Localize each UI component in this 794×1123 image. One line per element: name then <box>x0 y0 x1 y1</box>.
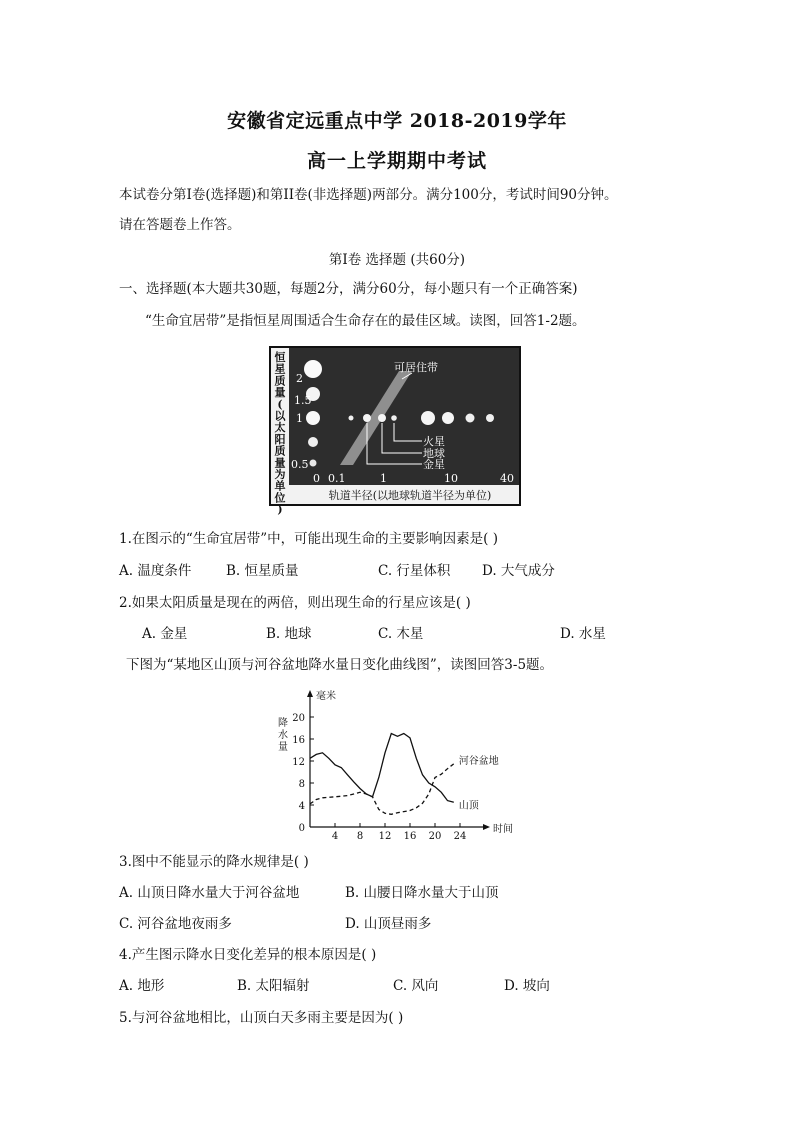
xtick: 40 <box>500 472 514 485</box>
x-axis-arrow <box>483 824 490 830</box>
q2-option-c[interactable]: C. 木星 <box>378 626 424 642</box>
y-tick-label: 8 <box>298 779 305 790</box>
x-tick-label: 24 <box>453 831 467 842</box>
ytick: 1 <box>296 412 303 425</box>
y-tick-label: 20 <box>292 713 305 724</box>
planet <box>486 414 494 422</box>
series-line-mountain-top <box>310 734 454 803</box>
exam-subtitle: 高一上学期期中考试 <box>306 150 487 172</box>
habitable-zone-figure <box>270 347 520 517</box>
planet-earth <box>378 414 386 422</box>
star <box>308 437 318 447</box>
precipitation-chart <box>272 686 522 842</box>
ytick: 1.5 <box>294 394 312 407</box>
intro-line-2: 请在答题卷上作答。 <box>119 217 241 233</box>
planet-mars <box>391 415 397 421</box>
q3-option-b[interactable]: B. 山腰日降水量大于山顶 <box>345 885 499 901</box>
question-4-stem: 4.产生图示降水日变化差异的根本原因是( ) <box>119 947 377 963</box>
x-axis-label: 时间 <box>493 824 513 835</box>
q3-option-d[interactable]: D. 山顶昼雨多 <box>345 916 432 932</box>
x-tick-label: 12 <box>378 831 392 842</box>
q2-option-a[interactable]: A. 金星 <box>142 626 188 642</box>
xtick: 10 <box>444 472 458 485</box>
y-axis-label: 降水量 <box>278 718 288 753</box>
planet-label-earth: 地球 <box>423 447 445 460</box>
figure1-ylabel <box>274 350 287 516</box>
y-tick-label: 0 <box>298 823 305 834</box>
precipitation-chart-svg <box>272 686 522 842</box>
q2-option-d[interactable]: D. 水星 <box>560 626 606 642</box>
ytick: 0.5 <box>291 458 309 471</box>
xtick: 0.1 <box>328 472 346 485</box>
x-tick-label: 16 <box>403 831 417 842</box>
q4-option-a[interactable]: A. 地形 <box>119 978 165 994</box>
ytick: 2 <box>296 372 303 385</box>
question-2-stem: 2.如果太阳质量是现在的两倍，则出现生命的行星应该是( ) <box>119 595 471 611</box>
planet <box>421 411 435 425</box>
section-heading: 第Ⅰ卷 选择题 (共60分) <box>328 252 466 268</box>
planet-label-venus: 金星 <box>423 458 445 471</box>
y-unit-label: 毫米 <box>316 691 336 702</box>
question-3-stem: 3.图中不能显示的降水规律是( ) <box>119 854 309 870</box>
question-1-stem: 1.在图示的“生命宜居带”中，可能出现生命的主要影响因素是( ) <box>119 531 499 547</box>
y-tick-label: 16 <box>292 735 305 746</box>
q4-option-d[interactable]: D. 坡向 <box>504 978 550 994</box>
q4-option-b[interactable]: B. 太阳辐射 <box>237 978 310 994</box>
q1-option-d[interactable]: D. 大气成分 <box>482 563 555 579</box>
x-tick-label: 4 <box>331 831 339 842</box>
q1-option-a[interactable]: A. 温度条件 <box>119 563 192 579</box>
question-5-stem: 5.与河谷盆地相比，山顶白天多雨主要是因为( ) <box>119 1010 404 1026</box>
xtick: 1 <box>380 472 387 485</box>
exam-title: 安徽省定远重点中学 2018-2019学年 <box>227 110 567 132</box>
planet <box>466 414 475 423</box>
q4-option-c[interactable]: C. 风向 <box>393 978 439 994</box>
figure1-xlabel: 轨道半径(以地球轨道半径为单位) <box>328 489 492 502</box>
svg-text:恒星质量(以太阳质量为单位): 恒星质量(以太阳质量为单位) <box>274 351 286 517</box>
series-line-valley-basin <box>310 764 454 815</box>
planet-label-mars: 火星 <box>423 435 445 448</box>
y-tick-label: 4 <box>298 801 305 812</box>
star-sun <box>306 411 320 425</box>
star-large <box>304 360 322 378</box>
y-tick-label: 12 <box>292 757 305 768</box>
series-label-valley-basin: 河谷盆地 <box>458 755 499 767</box>
q1-option-b[interactable]: B. 恒星质量 <box>226 563 299 579</box>
x-tick-label: 20 <box>428 831 442 842</box>
passage-2: 下图为“某地区山顶与河谷盆地降水量日变化曲线图”，读图回答3-5题。 <box>126 657 554 673</box>
series-label-mountain-top: 山顶 <box>458 800 479 812</box>
xtick: 0 <box>313 472 320 485</box>
y-axis-arrow <box>307 690 313 697</box>
intro-line-1: 本试卷分第Ⅰ卷(选择题)和第II卷(非选择题)两部分。满分100分，考试时间90分钟。 <box>119 187 618 203</box>
q1-option-c[interactable]: C. 行星体积 <box>378 563 451 579</box>
q3-option-a[interactable]: A. 山顶日降水量大于河谷盆地 <box>119 885 300 901</box>
q3-option-c[interactable]: C. 河谷盆地夜雨多 <box>119 916 232 932</box>
x-tick-label: 8 <box>356 831 364 842</box>
planet-venus <box>363 414 371 422</box>
planet <box>442 412 454 424</box>
planet <box>349 416 354 421</box>
part-title: 一、选择题(本大题共30题，每题2分，满分60分，每小题只有一个正确答案) <box>119 281 578 297</box>
band-label: 可居住带 <box>394 361 438 374</box>
passage-1: “生命宜居带”是指恒星周围适合生命存在的最佳区域。读图，回答1-2题。 <box>145 313 586 329</box>
star-small <box>310 460 317 467</box>
q2-option-b[interactable]: B. 地球 <box>266 626 312 642</box>
